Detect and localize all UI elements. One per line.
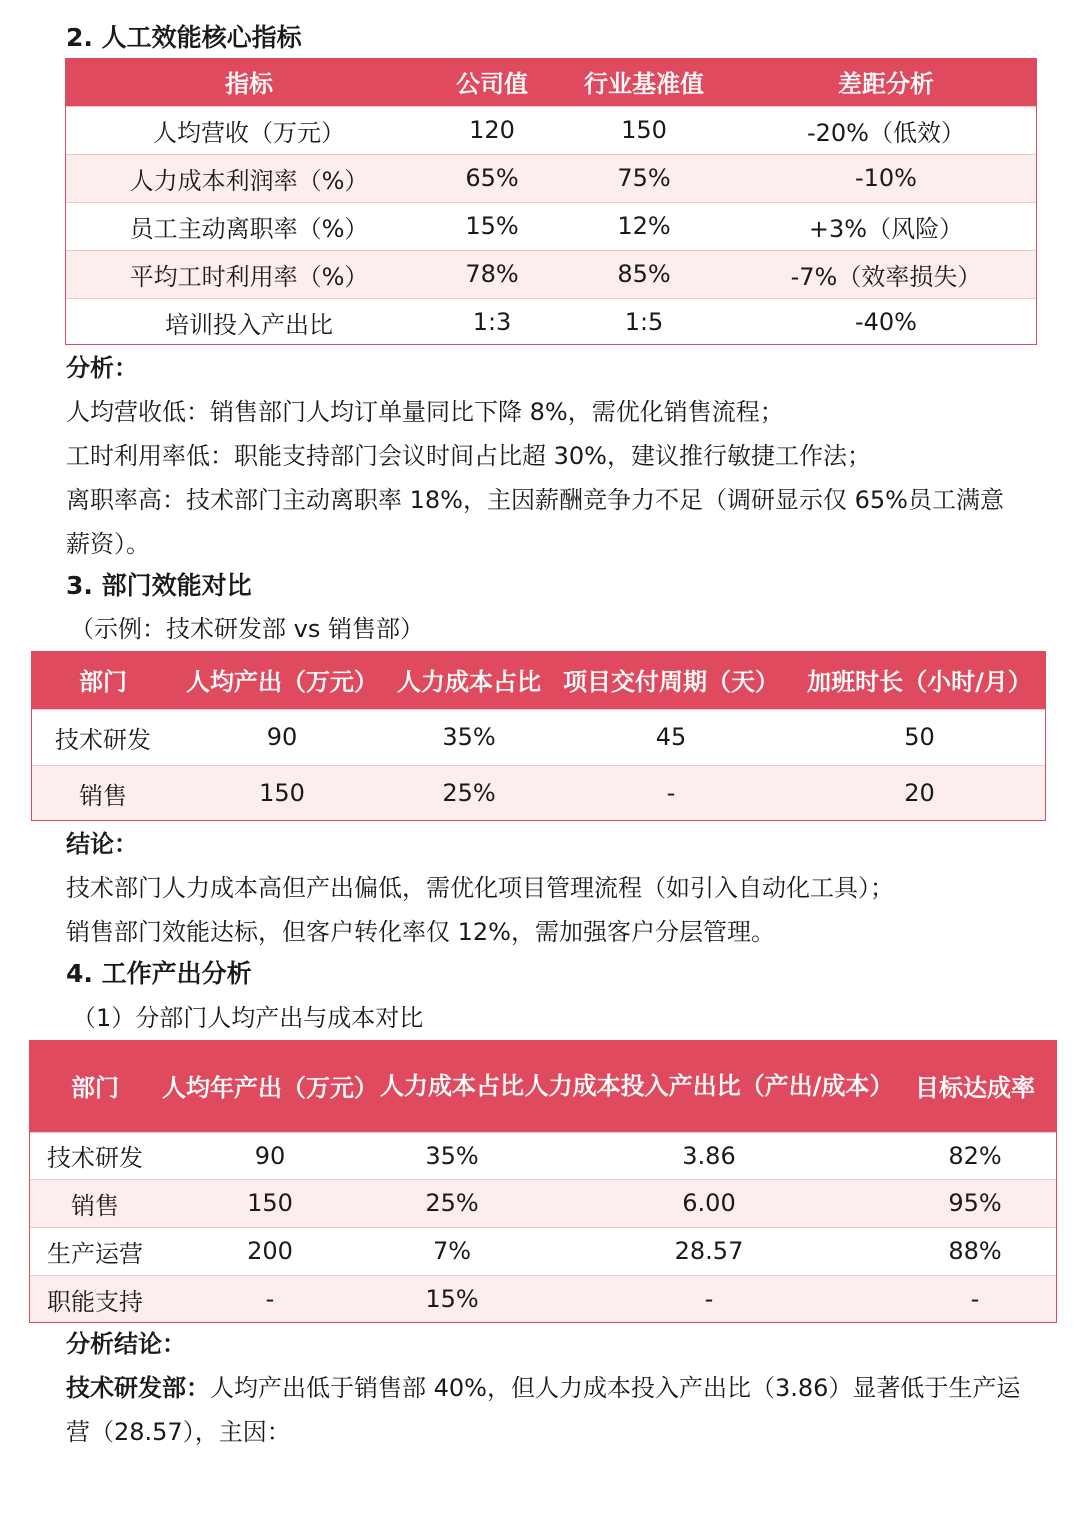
table-cell: 人力成本利润率（%） xyxy=(66,154,432,202)
table-row xyxy=(66,298,1036,346)
table-cell: 150 xyxy=(174,765,390,821)
table-cell: 销售 xyxy=(30,1179,160,1227)
table-cell: 职能支持 xyxy=(30,1275,160,1323)
table-row xyxy=(32,765,1045,821)
table-row xyxy=(30,1132,1056,1179)
table-cell: 120 xyxy=(432,106,552,154)
table-cell: 7% xyxy=(380,1227,524,1275)
table-cell: 3.86 xyxy=(524,1132,894,1179)
table-cell: - xyxy=(894,1275,1056,1323)
table-cell: 员工主动离职率（%） xyxy=(66,202,432,250)
table-row xyxy=(30,1227,1056,1275)
analysis-line: 工时利用率低：职能支持部门会议时间占比超 30%，建议推行敏捷工作法； xyxy=(66,442,871,470)
table-row xyxy=(32,709,1045,765)
header-cell: 项目交付周期（天） xyxy=(548,651,794,709)
table-cell: 95% xyxy=(894,1179,1056,1227)
conclusion-label: 结论： xyxy=(66,830,138,858)
section-4-heading: 4. 工作产出分析 xyxy=(66,959,252,988)
analysis-conclusion-label: 分析结论： xyxy=(66,1330,186,1358)
conclusion-line: 技术部门人力成本高但产出偏低，需优化项目管理流程（如引入自动化工具）； xyxy=(66,874,894,902)
table-cell: 65% xyxy=(432,154,552,202)
header-cell: 人均产出（万元） xyxy=(174,651,390,709)
header-cell: 差距分析 xyxy=(736,58,1036,106)
section-4-subtitle: （1）分部门人均产出与成本对比 xyxy=(72,1004,424,1032)
table-cell: - xyxy=(548,765,794,821)
table-cell: -40% xyxy=(736,298,1036,346)
table-cell: -7%（效率损失） xyxy=(736,250,1036,298)
table-row xyxy=(30,1179,1056,1227)
table-cell: 35% xyxy=(390,709,548,765)
table-cell: 20 xyxy=(794,765,1045,821)
table-cell: 15% xyxy=(432,202,552,250)
table-cell: 35% xyxy=(380,1132,524,1179)
table-cell: 150 xyxy=(552,106,736,154)
table-cell: 技术研发 xyxy=(32,709,174,765)
table-cell: 人均营收（万元） xyxy=(66,106,432,154)
final-paragraph xyxy=(66,1366,1021,1454)
section-2-heading: 2. 人工效能核心指标 xyxy=(66,23,302,52)
table-row xyxy=(66,106,1036,154)
table-cell: 1:3 xyxy=(432,298,552,346)
table-cell: 1:5 xyxy=(552,298,736,346)
analysis-line: 离职率高：技术部门主动离职率 18%，主因薪酬竞争力不足（调研显示仅 65%员工满意薪资）。 xyxy=(66,486,1004,558)
header-cell: 公司值 xyxy=(432,58,552,106)
table-row xyxy=(30,1275,1056,1323)
table-cell: 50 xyxy=(794,709,1045,765)
table-cell: +3%（风险） xyxy=(736,202,1036,250)
table-cell: 78% xyxy=(432,250,552,298)
table-row xyxy=(66,250,1036,298)
header-cell: 行业基准值 xyxy=(552,58,736,106)
table-cell: 25% xyxy=(390,765,548,821)
table-cell: 培训投入产出比 xyxy=(66,298,432,346)
header-cell: 部门 xyxy=(30,1040,160,1132)
table-cell: 平均工时利用率（%） xyxy=(66,250,432,298)
output-cost-table xyxy=(30,1040,1056,1323)
department-comparison-table xyxy=(32,651,1045,821)
section-3-heading: 3. 部门效能对比 xyxy=(66,571,252,600)
table-cell: 85% xyxy=(552,250,736,298)
table-cell: - xyxy=(160,1275,380,1323)
table-cell: 6.00 xyxy=(524,1179,894,1227)
table-cell: 生产运营 xyxy=(30,1227,160,1275)
table-cell: 90 xyxy=(160,1132,380,1179)
header-cell: 加班时长（小时/月） xyxy=(794,651,1045,709)
final-text: 人均产出低于销售部 40%，但人力成本投入产出比（3.86）显著低于生产运营（28.57），主因： xyxy=(66,1374,1021,1446)
conclusion-line: 销售部门效能达标，但客户转化率仅 12%，需加强客户分层管理。 xyxy=(66,918,775,946)
table-cell: 82% xyxy=(894,1132,1056,1179)
table-cell: 200 xyxy=(160,1227,380,1275)
table-cell: 技术研发 xyxy=(30,1132,160,1179)
table-row xyxy=(66,154,1036,202)
table-cell: 12% xyxy=(552,202,736,250)
final-label: 技术研发部： xyxy=(66,1374,210,1402)
core-metrics-table xyxy=(66,58,1036,346)
table-cell: 28.57 xyxy=(524,1227,894,1275)
table-cell: 75% xyxy=(552,154,736,202)
table-cell: -10% xyxy=(736,154,1036,202)
analysis-line: 人均营收低：销售部门人均订单量同比下降 8%，需优化销售流程； xyxy=(66,398,784,426)
table-cell: 88% xyxy=(894,1227,1056,1275)
table-cell: 90 xyxy=(174,709,390,765)
table-cell: 销售 xyxy=(32,765,174,821)
table-cell: 25% xyxy=(380,1179,524,1227)
table-cell: 45 xyxy=(548,709,794,765)
header-cell: 人力成本占比 xyxy=(380,1040,524,1132)
analysis-label: 分析： xyxy=(66,354,138,382)
table-cell: 15% xyxy=(380,1275,524,1323)
header-cell: 人均年产出（万元） xyxy=(160,1040,380,1132)
header-cell: 指标 xyxy=(66,58,432,106)
header-cell: 人力成本投入产出比（产出/成本） xyxy=(524,1040,894,1132)
header-cell: 人力成本占比 xyxy=(390,651,548,709)
header-cell: 部门 xyxy=(32,651,174,709)
section-3-subtitle: （示例：技术研发部 vs 销售部） xyxy=(70,615,424,643)
table-cell: 150 xyxy=(160,1179,380,1227)
table-cell: -20%（低效） xyxy=(736,106,1036,154)
header-cell: 目标达成率 xyxy=(894,1040,1056,1132)
table-cell: - xyxy=(524,1275,894,1323)
table-row xyxy=(66,202,1036,250)
